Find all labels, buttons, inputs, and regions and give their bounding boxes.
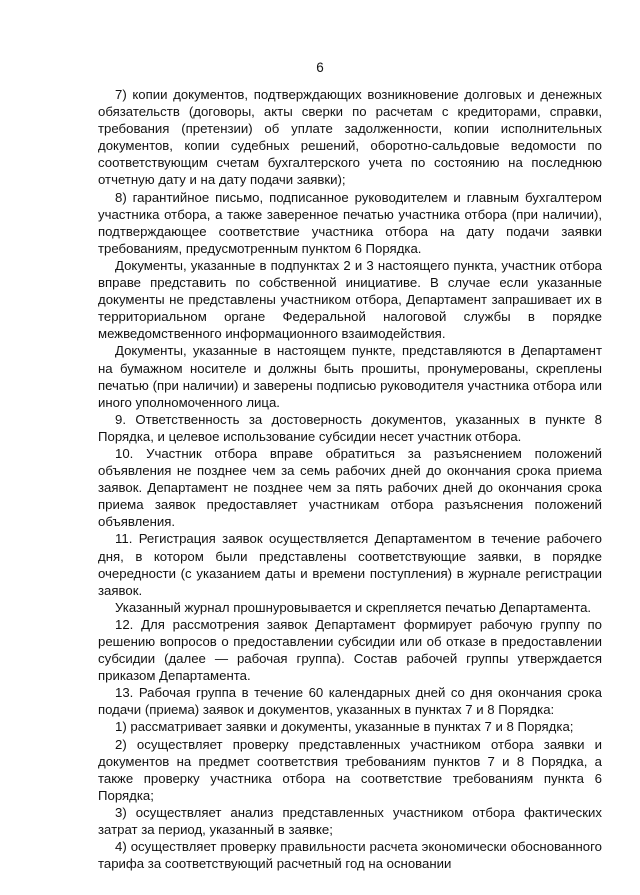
paragraph: 4) осуществляет проверку правильности расчета экономически обоснованного тарифа за соответствующий расчетный год на основании	[98, 839, 602, 872]
paragraph: 1) рассматривает заявки и документы, указанные в пунктах 7 и 8 Порядка;	[115, 719, 574, 735]
paragraph: Указанный журнал прошнуровывается и скрепляется печатью Департамента.	[115, 599, 592, 615]
paragraph: 7) копии документов, подтверждающих возникновение долговых и денежных обязательств (договоры, акты сверки по расчетам с кредиторами, справки, требования (претензии) об уплате задолженности, копии исполнительных документов, копии судебных решений, оборотно-сальдовые ведомости по соответствующим счетам бухгалтерского учета по состоянию на последнюю отчетную дату и на дату подачи заявки);	[98, 87, 602, 188]
paragraph: 12. Для рассмотрения заявок Департамент формирует рабочую группу по решению вопросов о предоставлении субсидии или об отказе в предоставлении субсидии (далее — рабочая группа). Состав рабочей группы утверждается приказом Департамента.	[98, 616, 602, 684]
page-number: 6	[316, 60, 324, 75]
document-body	[98, 86, 602, 872]
paragraph: 9. Ответственность за достоверность документов, указанных в пункте 8 Порядка, и целевое использование субсидии несет участник отбора.	[98, 411, 602, 444]
paragraph: 8) гарантийное письмо, подписанное руководителем и главным бухгалтером участника отбора, а также заверенное печатью участника отбора (при наличии), подтверждающее соответствие участника отбора на дату подачи заявки требованиям, предусмотренным пунктом 6 Порядка.	[98, 189, 602, 256]
paragraph: 2) осуществляет проверку представленных участником отбора заявки и документов на предмет соответствия требованиям пунктов 7 и 8 Порядка, а также проверку участника отбора на соответствие требованиям пункта 6 Порядка;	[98, 736, 602, 803]
paragraph: 11. Регистрация заявок осуществляется Департаментом в течение рабочего дня, в котором были представлены соответствующие заявки, в порядке очередности (с указанием даты и времени поступления) в журнале регистрации заявок.	[98, 531, 602, 598]
paragraph: Документы, указанные в подпунктах 2 и 3 настоящего пункта, участник отбора вправе представить по собственной инициативе. В случае если указанные документы не представлены участником отбора, Департамент запрашивает их в территориальном органе Федеральной налоговой службы в порядке межведомственного информационного взаимодействия.	[98, 257, 602, 342]
paragraph: 3) осуществляет анализ представленных участником отбора фактических затрат за период, указанный в заявке;	[98, 804, 602, 838]
paragraph: 10. Участник отбора вправе обратиться за разъяснением положений объявления не позднее чем за семь рабочих дней до окончания срока приема заявок. Департамент не позднее чем за пять рабочих дней до окончания срока приема заявок предоставляет участникам отбора разъяснения положений объявления.	[98, 445, 602, 530]
paragraph: Документы, указанные в настоящем пункте, представляются в Департамент на бумажном носителе и должны быть прошиты, пронумерованы, скреплены печатью (при наличии) и заверены подписью руководителя участника отбора или иного уполномоченного лица.	[98, 343, 602, 410]
paragraph: 13. Рабочая группа в течение 60 календарных дней со дня окончания срока подачи (приема) заявок и документов, указанных в пунктах 7 и 8 Порядка:	[98, 685, 602, 718]
